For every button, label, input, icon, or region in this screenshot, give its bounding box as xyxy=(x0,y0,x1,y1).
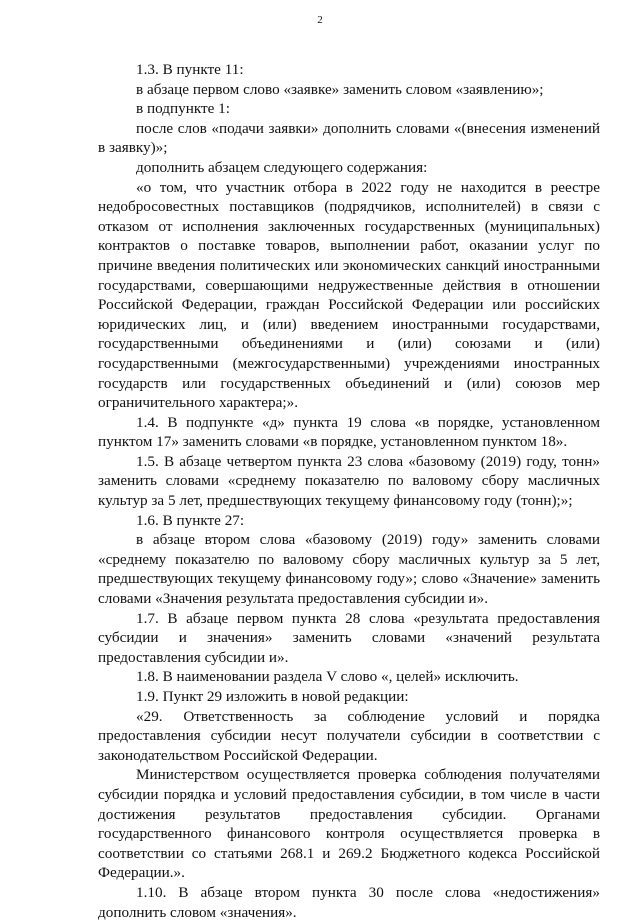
paragraph-1-3: 1.3. В пункте 11: xyxy=(136,61,244,78)
paragraph-add-abzac: дополнить абзацем следующего содержания: xyxy=(136,158,428,176)
paragraph-1-6-abzac: в абзаце втором слова «базовому (2019) году» заменить словами «среднему показателю по валовому сбору масличных культур за 5 лет, предшествующих текущему финансовому году»; слово «Значение» заменить словами «Значения результата предоставления субсидии и». xyxy=(98,531,600,608)
paragraph-1-5: 1.5. В абзаце четвертом пункта 23 слова «базовому (2019) году, тонн» заменить словами «среднему показателю по валовому сбору масличных культур за 5 лет, предшествующих текущему финансовому году (тонн);»; xyxy=(98,452,600,510)
page-number: 2 xyxy=(317,14,323,26)
paragraph-29-ministry-check: Министерством осуществляется проверка соблюдения получателями субсидии порядка и условий предоставления субсидии, в том числе в части достижения результатов предоставления субсидии. Органами государственного финансового контроля осуществляется проверка в соответствии со статьями 268.1 и 269.2 Бюджетного кодекса Российской Федерации.». xyxy=(98,766,600,882)
paragraph-amend-first-abzac: в абзаце первом слово «заявке» заменить словом «заявлению»; xyxy=(136,80,544,98)
paragraph-subpunkt-1: в подпункте 1: xyxy=(136,100,230,118)
paragraph-1-4: 1.4. В подпункте «д» пункта 19 слова «в порядке, установленном пунктом 17» заменить словами «в порядке, установленном пунктом 18». xyxy=(98,413,600,451)
paragraph-after-words: после слов «подачи заявки» дополнить словами «(внесения изменений в заявку)»; xyxy=(98,119,600,157)
paragraph-1-8: 1.8. В наименовании раздела V слово «, целей» исключить. xyxy=(136,668,519,686)
document-body xyxy=(98,60,600,922)
paragraph-29-responsibility: «29. Ответственность за соблюдение условий и порядка предоставления субсидии несут получатели субсидии в соответствии с законодательством Российской Федерации. xyxy=(98,707,600,764)
paragraph-1-9: 1.9. Пункт 29 изложить в новой редакции: xyxy=(136,688,409,705)
paragraph-quoted-registry: «о том, что участник отбора в 2022 году не находится в реестре недобросовестных поставщиков (подрядчиков, исполнителей) в связи с отказом от исполнения заключенных государственных (муниципальных) контрактов о поставке товаров, выполнении работ, оказании услуг по причине введения политических или экономических санкций иностранными государствами, совершающими недружественные действия в отношении Российской Федерации, граждан Российской Федерации или российских юридических лиц, и (или) введением иностранными государствами, государственными объединениями и (или) союзами и (или) государственными (межгосударственными) учреждениями иностранных государств или государственных объединений и (или) союзов мер ограничительного характера;». xyxy=(98,178,600,412)
paragraph-1-6: 1.6. В пункте 27: xyxy=(136,511,245,529)
paragraph-1-7: 1.7. В абзаце первом пункта 28 слова «результата предоставления субсидии и значения» заменить словами «значений результата предоставления субсидии и». xyxy=(98,609,600,666)
paragraph-1-10: 1.10. В абзаце втором пункта 30 после слова «недостижения» дополнить словом «значения». xyxy=(98,883,600,921)
